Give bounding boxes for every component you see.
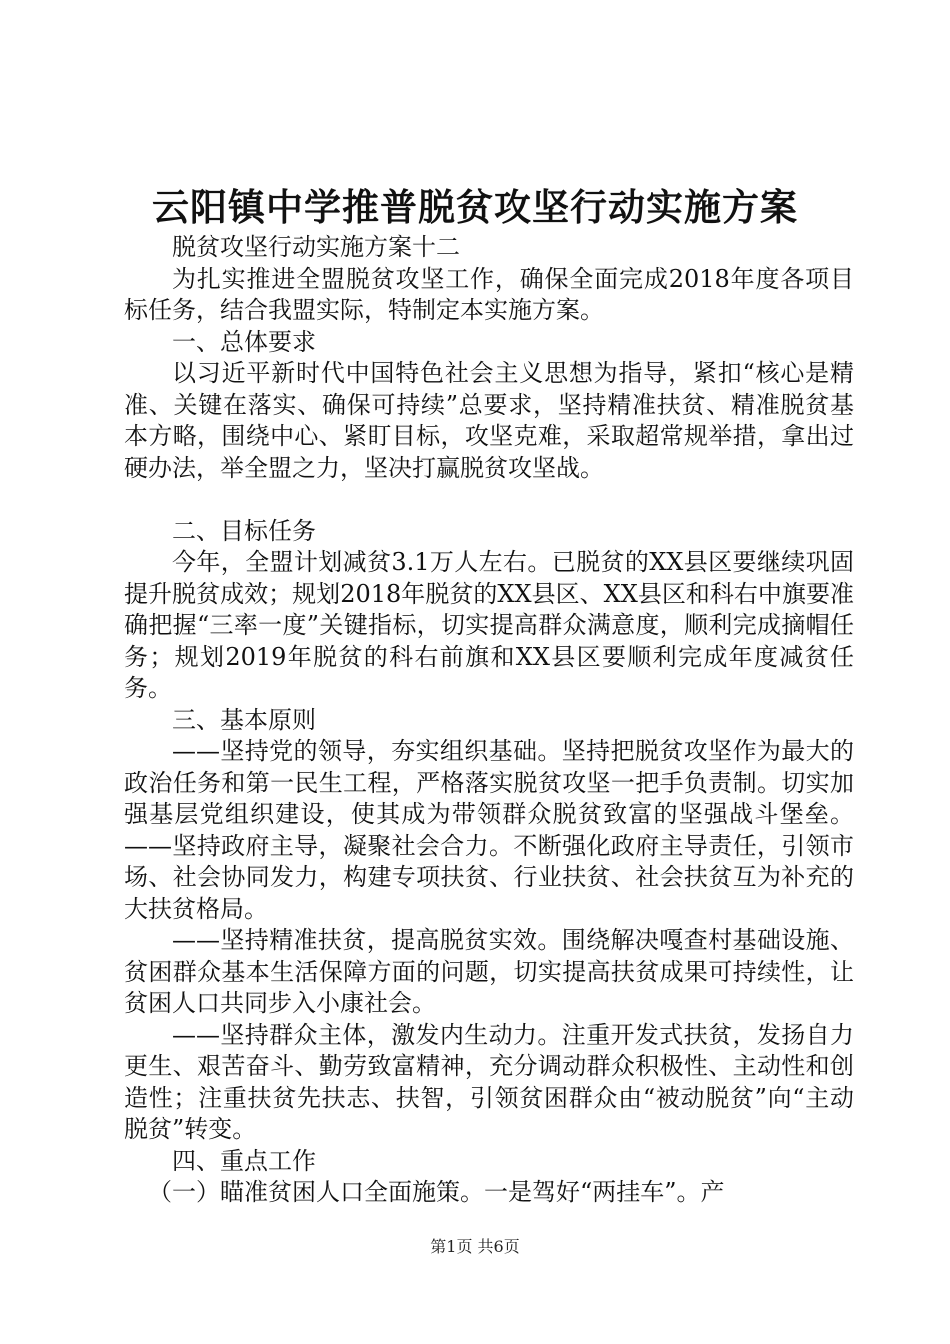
goals-paragraph: 今年，全盟计划减贫3.1万人左右。已脱贫的XX县区要继续巩固提升脱贫成效；规划2018年脱贫的XX县区、XX县区和科右中旗要准确把握“三率一度”关键指标，切实提高群众满意度，顺利完成摘帽任务；规划2019年脱贫的科右前旗和XX县区要顺利完成年度减贫任务。 [124,548,854,702]
section-heading-goals: 二、目标任务 [172,516,316,545]
general-requirements-paragraph: 以习近平新时代中国特色社会主义思想为指导，紧扣“核心是精准、关键在落实、确保可持续”总要求，坚持精准扶贫、精准脱贫基本方略，围绕中心、紧盯目标，攻坚克难，采取超常规举措，拿出过硬办法，举全盟之力，坚决打赢脱贫攻坚战。 [124,359,854,482]
subtitle-paragraph: 脱贫攻坚行动实施方案十二 [172,233,460,261]
document-body [124,232,854,1209]
page-footer: 第1页 共6页 [430,1237,520,1256]
principle-paragraph-party: ——坚持党的领导，夯实组织基础。坚持把脱贫攻坚作为最大的政治任务和第一民生工程，严格落实脱贫攻坚一把手负责制。切实加强基层党组织建设，使其成为带领群众脱贫致富的坚强战斗堡垒。——坚持政府主导，凝聚社会合力。不断强化政府主导责任，引领市场、社会协同发力，构建专项扶贫、行业扶贫、社会扶贫互为补充的大扶贫格局。 [124,737,854,923]
blank-line [124,484,854,516]
key-work-paragraph: （一）瞄准贫困人口全面施策。一是驾好“两挂车”。产 [148,1178,725,1206]
principle-paragraph-precision: ——坚持精准扶贫，提高脱贫实效。围绕解决嘎查村基础设施、贫困群众基本生活保障方面的问题，切实提高扶贫成果可持续性，让贫困人口共同步入小康社会。 [124,926,854,1017]
document-title: 云阳镇中学推普脱贫攻坚行动实施方案 [152,185,798,229]
section-heading-general-requirements: 一、总体要求 [172,327,316,356]
section-heading-key-work: 四、重点工作 [172,1146,316,1175]
section-heading-principles: 三、基本原则 [172,705,316,734]
principle-paragraph-masses: ——坚持群众主体，激发内生动力。注重开发式扶贫，发扬自力更生、艰苦奋斗、勤劳致富精神，充分调动群众积极性、主动性和创造性；注重扶贫先扶志、扶智，引领贫困群众由“被动脱贫”向“主动脱贫”转变。 [124,1020,854,1143]
intro-paragraph: 为扎实推进全盟脱贫攻坚工作，确保全面完成2018年度各项目标任务，结合我盟实际，特制定本实施方案。 [124,264,854,324]
